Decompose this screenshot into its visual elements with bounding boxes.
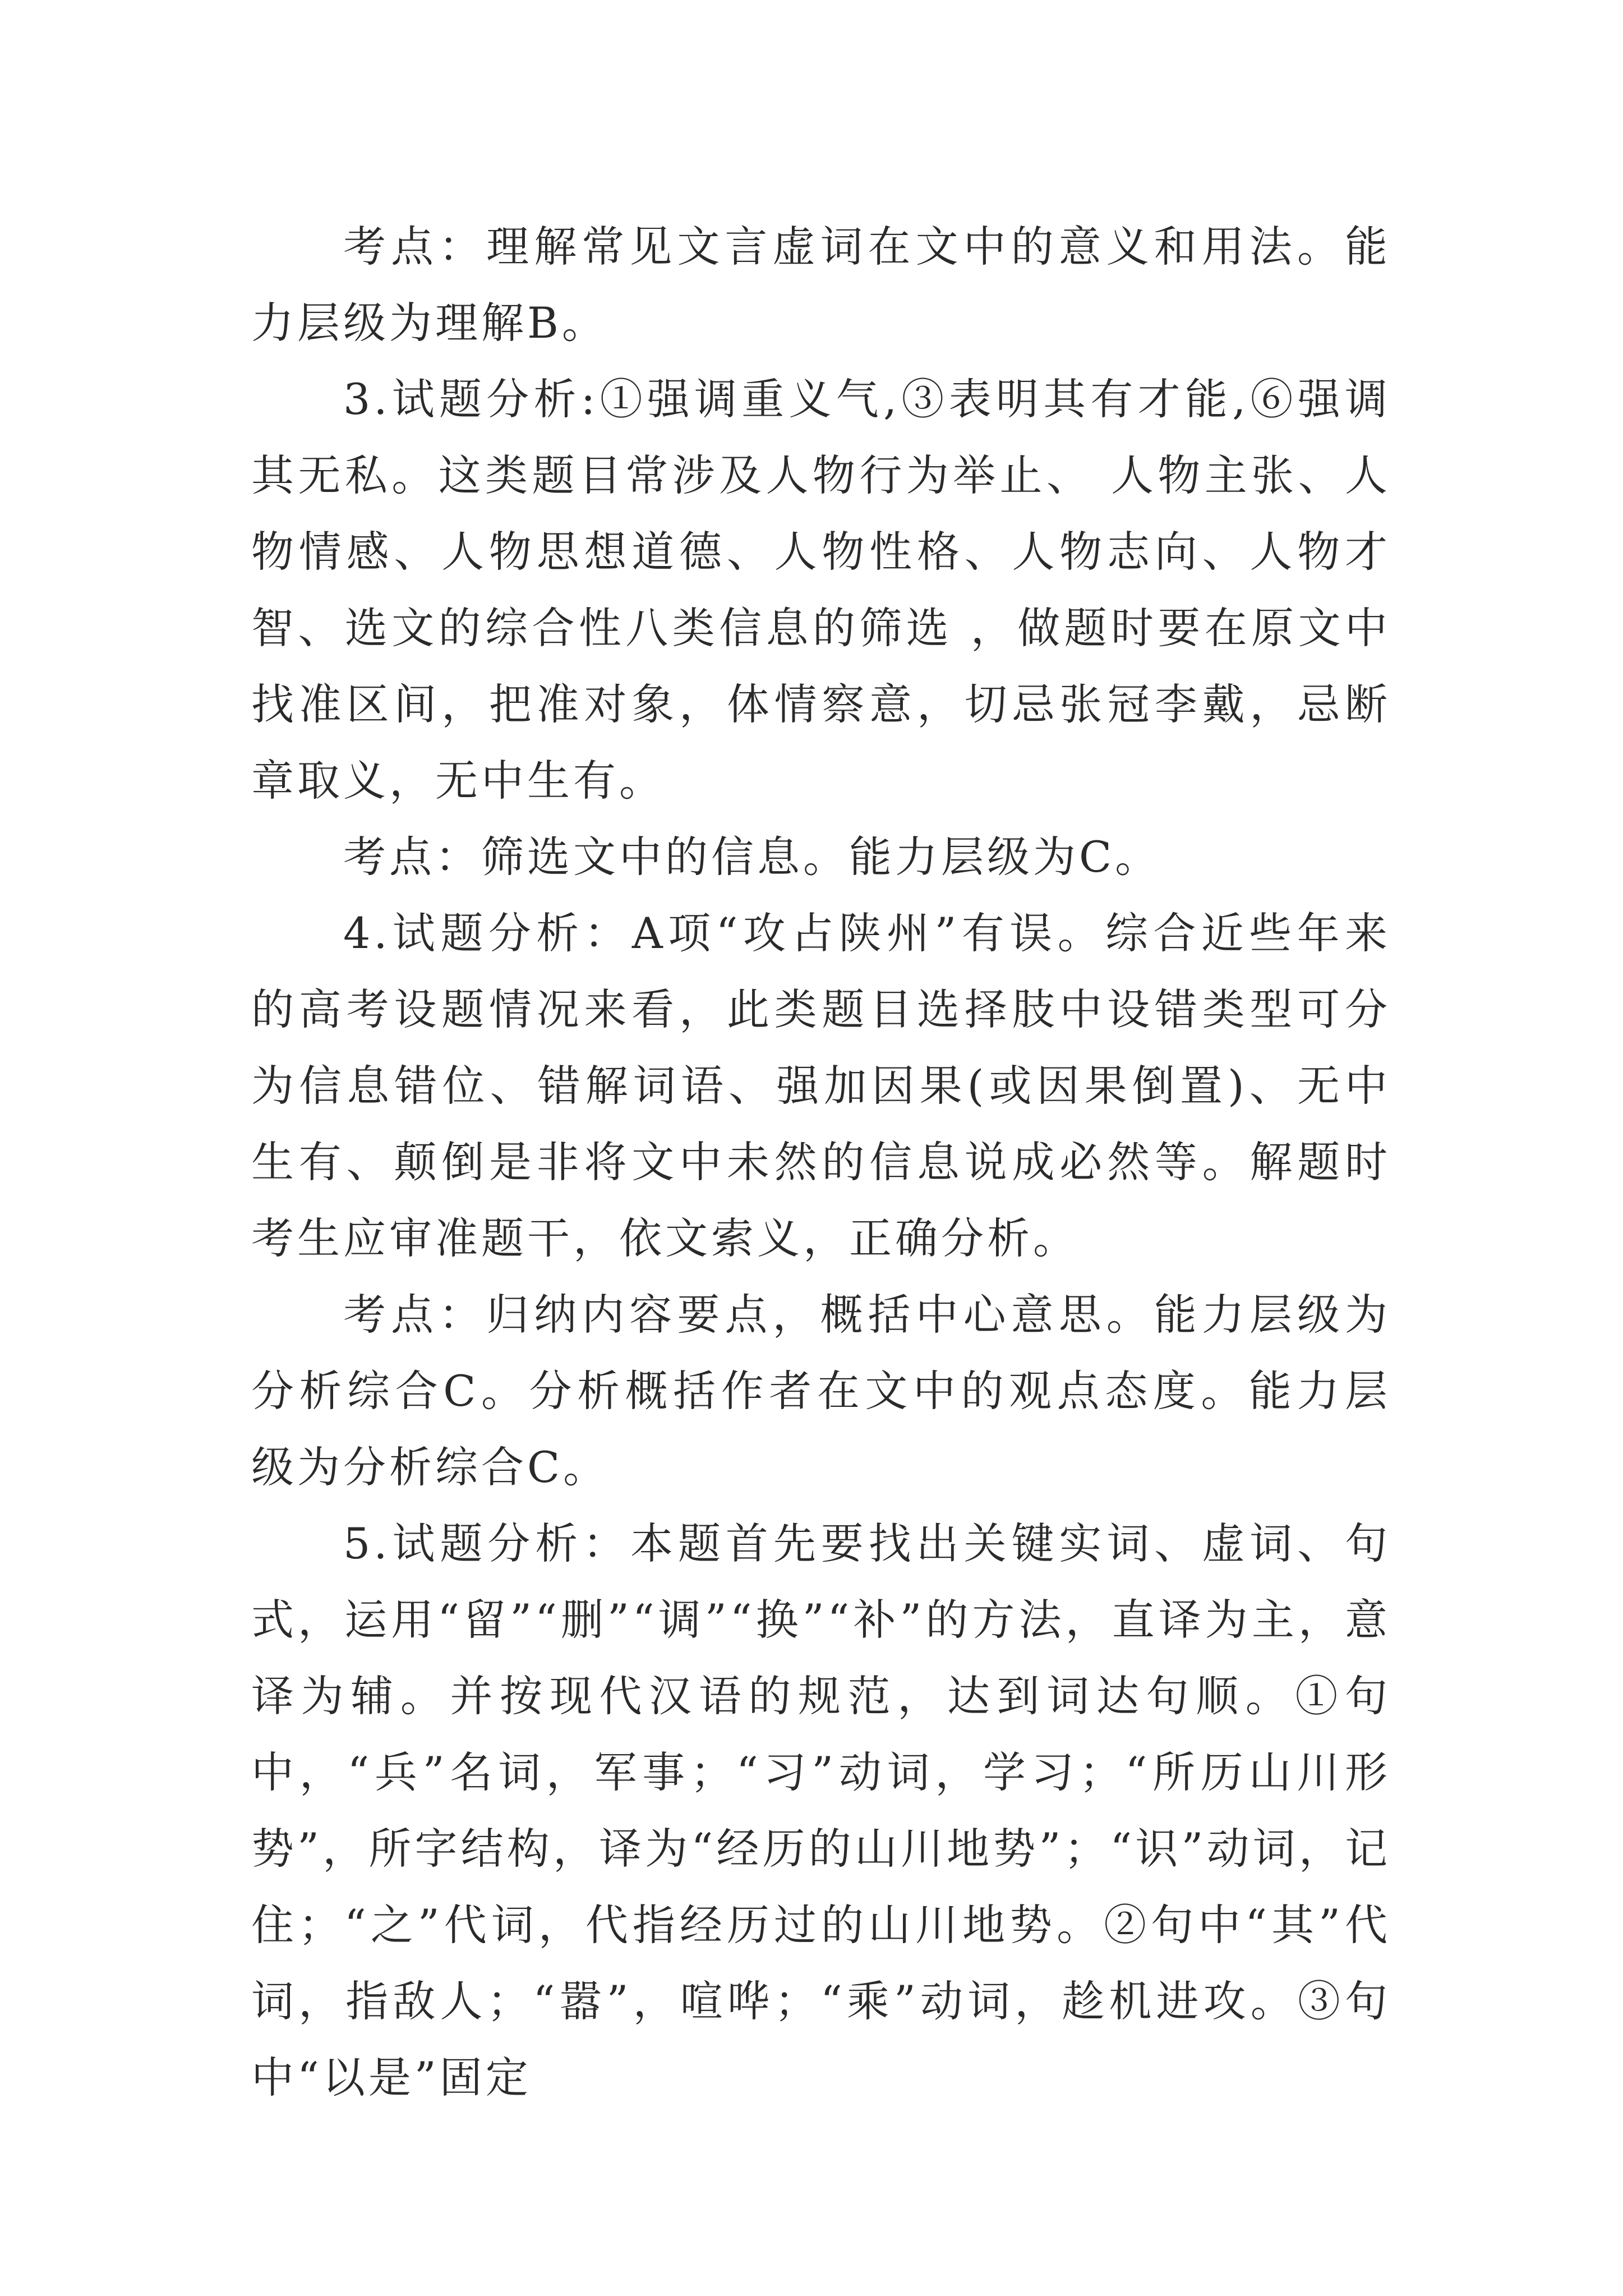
paragraph-question-4: 4.试题分析：A项“攻占陕州”有误。综合近些年来的高考设题情况来看，此类题目选择肢中设错类型可分为信息错位、错解词语、强加因果(或因果倒置)、无中生有、颠倒是非将文中未然的信息说成必然等。解题时考生应审准题干，依文索义，正确分析。	[251, 908, 1391, 1263]
paragraph-kaodian-xuci: 考点：理解常见文言虚词在文中的意义和用法。能力层级为理解B。	[251, 222, 1391, 348]
paragraph-kaodian-xinxi: 考点：筛选文中的信息。能力层级为C。	[343, 832, 1161, 882]
paragraph-kaodian-guina: 考点：归纳内容要点，概括中心意思。能力层级为分析综合C。分析概括作者在文中的观点态度。能力层级为分析综合C。	[251, 1290, 1391, 1492]
document-body	[251, 209, 1391, 2116]
paragraph-question-3: 3.试题分析:①强调重义气,③表明其有才能,⑥强调其无私。这类题目常涉及人物行为举止、 人物主张、人物情感、人物思想道德、人物性格、人物志向、人物才智、选文的综合性八类信息的筛选 ，做题时要在原文中找准区间，把准对象，体情察意，切忌张冠李戴，忌断章取义，无中生有。	[251, 374, 1391, 806]
paragraph-question-5: 5.试题分析：本题首先要找出关键实词、虚词、句式，运用“留”“删”“调”“换”“补”的方法，直译为主，意译为辅。并按现代汉语的规范，达到词达句顺。①句中，“兵”名词，军事；“习”动词，学习；“所历山川形势”，所字结构，译为“经历的山川地势”；“识”动词，记住；“之”代词，代指经历过的山川地势。②句中“其”代词，指敌人；“嚣”，喧哗；“乘”动词，趁机进攻。③句中“以是”固定	[251, 1519, 1391, 2102]
